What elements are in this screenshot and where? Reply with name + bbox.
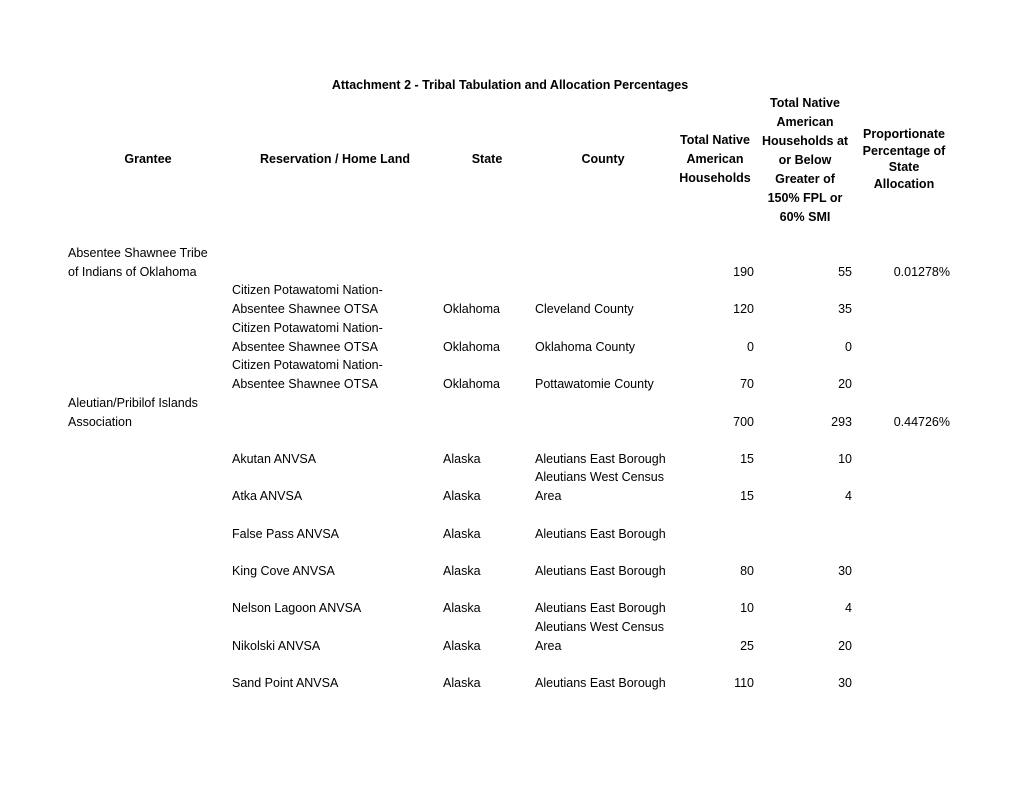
reservation-cell bbox=[232, 281, 383, 319]
total-households-cell: 0 bbox=[747, 340, 754, 354]
header-line: or Below bbox=[778, 153, 832, 167]
households-fpl-cell: 30 bbox=[838, 564, 852, 578]
county-line: Aleutians West Census bbox=[535, 470, 664, 484]
county-line: Area bbox=[535, 639, 562, 653]
county-cell: Aleutians East Borough bbox=[535, 452, 666, 466]
total-households-cell: 25 bbox=[740, 639, 754, 653]
reservation-line: Absentee Shawnee OTSA bbox=[232, 377, 378, 391]
grantee-line: Absentee Shawnee Tribe bbox=[68, 246, 208, 260]
state-cell: Alaska bbox=[443, 601, 481, 615]
header-line: Proportionate bbox=[863, 127, 945, 141]
reservation-cell bbox=[232, 356, 383, 394]
header-line: Total Native bbox=[770, 96, 840, 110]
reservation-cell: Nikolski ANVSA bbox=[232, 639, 321, 653]
header-proportionate bbox=[852, 126, 956, 192]
households-fpl-cell: 4 bbox=[845, 489, 852, 503]
total-households-cell: 15 bbox=[740, 452, 754, 466]
county-line: Area bbox=[535, 489, 562, 503]
households-fpl-cell: 293 bbox=[831, 415, 852, 429]
header-reservation: Reservation / Home Land bbox=[259, 152, 411, 166]
total-households-cell: 10 bbox=[740, 601, 754, 615]
percentage-cell: 0.44726% bbox=[893, 415, 950, 429]
total-households-cell: 700 bbox=[733, 415, 754, 429]
grantee-line: Aleutian/Pribilof Islands bbox=[68, 396, 198, 410]
header-total-households bbox=[670, 131, 760, 188]
reservation-cell: Sand Point ANVSA bbox=[232, 676, 339, 690]
reservation-cell: Atka ANVSA bbox=[232, 489, 303, 503]
grantee-cell bbox=[68, 244, 208, 282]
grantee-line: of Indians of Oklahoma bbox=[68, 265, 197, 279]
county-cell: Pottawatomie County bbox=[535, 377, 654, 391]
county-cell: Oklahoma County bbox=[535, 340, 636, 354]
total-households-cell: 190 bbox=[733, 265, 754, 279]
state-cell: Alaska bbox=[443, 639, 481, 653]
reservation-cell: Nelson Lagoon ANVSA bbox=[232, 601, 362, 615]
county-line: Aleutians West Census bbox=[535, 620, 664, 634]
header-line: 60% SMI bbox=[779, 210, 831, 224]
header-line: Households bbox=[679, 171, 751, 185]
total-households-cell: 120 bbox=[733, 302, 754, 316]
state-cell: Oklahoma bbox=[443, 377, 500, 391]
county-cell bbox=[535, 468, 664, 506]
state-cell: Alaska bbox=[443, 452, 481, 466]
state-cell: Oklahoma bbox=[443, 340, 500, 354]
header-line: Percentage of bbox=[862, 143, 946, 158]
total-households-cell: 80 bbox=[740, 564, 754, 578]
county-cell bbox=[535, 618, 664, 656]
reservation-cell: Akutan ANVSA bbox=[232, 452, 317, 466]
households-fpl-cell: 20 bbox=[838, 639, 852, 653]
header-county: County bbox=[581, 152, 625, 166]
header-households-fpl bbox=[755, 94, 855, 227]
reservation-line: Citizen Potawatomi Nation- bbox=[232, 321, 383, 335]
households-fpl-cell: 0 bbox=[845, 340, 852, 354]
state-cell: Oklahoma bbox=[443, 302, 500, 316]
reservation-cell bbox=[232, 319, 383, 357]
households-fpl-cell: 30 bbox=[838, 676, 852, 690]
county-cell: Aleutians East Borough bbox=[535, 564, 666, 578]
grantee-line: Association bbox=[68, 415, 132, 429]
header-line: Greater of bbox=[775, 172, 835, 186]
state-cell: Alaska bbox=[443, 564, 481, 578]
households-fpl-cell: 4 bbox=[845, 601, 852, 615]
reservation-line: Citizen Potawatomi Nation- bbox=[232, 358, 383, 372]
households-fpl-cell: 10 bbox=[838, 452, 852, 466]
header-line: Households at bbox=[761, 134, 849, 148]
reservation-cell: False Pass ANVSA bbox=[232, 527, 339, 541]
state-cell: Alaska bbox=[443, 527, 481, 541]
header-line: American bbox=[776, 115, 834, 129]
county-cell: Aleutians East Borough bbox=[535, 601, 666, 615]
county-cell: Cleveland County bbox=[535, 302, 634, 316]
state-cell: Alaska bbox=[443, 676, 481, 690]
header-line: American bbox=[686, 152, 744, 166]
households-fpl-cell: 55 bbox=[838, 265, 852, 279]
households-fpl-cell: 20 bbox=[838, 377, 852, 391]
state-cell: Alaska bbox=[443, 489, 481, 503]
header-state: State bbox=[471, 152, 503, 166]
reservation-line: Citizen Potawatomi Nation- bbox=[232, 283, 383, 297]
grantee-cell bbox=[68, 394, 198, 432]
reservation-line: Absentee Shawnee OTSA bbox=[232, 302, 378, 316]
households-fpl-cell: 35 bbox=[838, 302, 852, 316]
header-line: 150% FPL or bbox=[767, 191, 843, 205]
page-title: Attachment 2 - Tribal Tabulation and Allocation Percentages bbox=[331, 78, 689, 92]
reservation-cell: King Cove ANVSA bbox=[232, 564, 335, 578]
header-grantee: Grantee bbox=[124, 152, 172, 166]
county-cell: Aleutians East Borough bbox=[535, 676, 666, 690]
percentage-cell: 0.01278% bbox=[893, 265, 950, 279]
total-households-cell: 15 bbox=[740, 489, 754, 503]
total-households-cell: 110 bbox=[734, 676, 754, 690]
county-cell: Aleutians East Borough bbox=[535, 527, 666, 541]
total-households-cell: 70 bbox=[740, 377, 754, 391]
header-line: State bbox=[888, 160, 920, 174]
header-line: Total Native bbox=[680, 133, 750, 147]
reservation-line: Absentee Shawnee OTSA bbox=[232, 340, 378, 354]
header-line: Allocation bbox=[873, 176, 935, 191]
